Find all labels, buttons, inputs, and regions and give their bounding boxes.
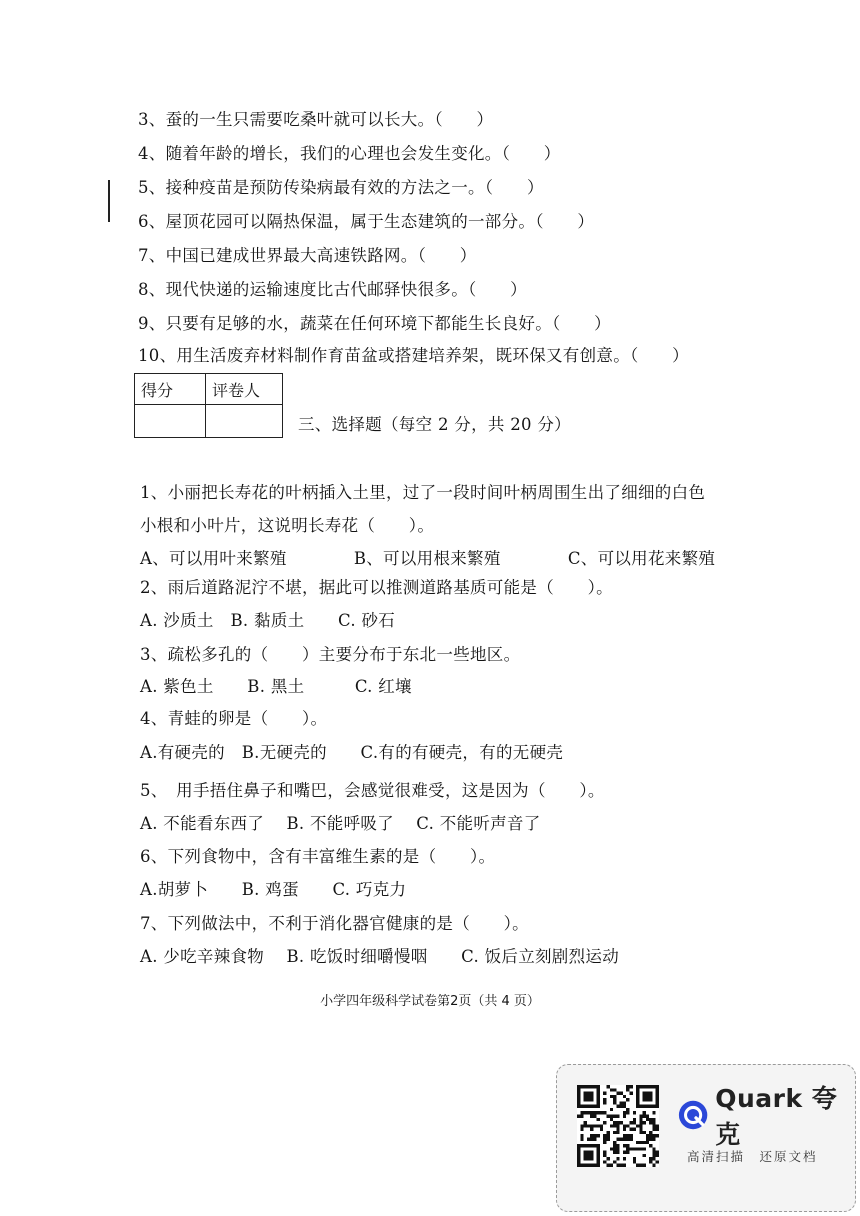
- scanner-watermark: [556, 1064, 856, 1212]
- judgment-item-6: 6、屋顶花园可以隔热保温，属于生态建筑的一部分。（ ）: [138, 212, 595, 231]
- judgment-item-5: 5、接种疫苗是预防传染病最有效的方法之一。（ ）: [138, 178, 544, 197]
- page-footer: 小学四年级科学试卷第2页（共 4 页）: [320, 994, 540, 1009]
- choice-line: A.胡萝卜 B. 鸡蛋 C. 巧克力: [140, 880, 407, 899]
- quark-logo-icon: [677, 1098, 709, 1132]
- choice-line: 5、 用手捂住鼻子和嘴巴，会感觉很难受，这是因为（ ）。: [140, 781, 605, 800]
- judgment-item-7: 7、中国已建成世界最大高速铁路网。（ ）: [138, 246, 477, 265]
- margin-mark: [108, 180, 110, 222]
- judgment-item-4: 4、随着年龄的增长，我们的心理也会发生变化。（ ）: [138, 144, 561, 163]
- choice-line: A. 沙质土 B. 黏质土 C. 砂石: [140, 611, 396, 630]
- quark-logo: [677, 1084, 855, 1149]
- choice-line: A.有硬壳的 B.无硬壳的 C.有的有硬壳，有的无硬壳: [140, 743, 564, 762]
- choice-line: 1、小丽把长寿花的叶柄插入土里，过了一段时间叶柄周围生出了细细的白色: [140, 483, 706, 502]
- choice-line: 2、雨后道路泥泞不堪，据此可以推测道路基质可能是（ ）。: [140, 578, 613, 597]
- grader-cell: [206, 405, 283, 438]
- score-label: 得分: [135, 374, 206, 405]
- choice-line: A. 少吃辛辣食物 B. 吃饭时细嚼慢咽 C. 饭后立刻剧烈运动: [140, 947, 619, 966]
- choice-line: 4、青蛙的卵是（ ）。: [140, 709, 328, 728]
- choice-line: 3、疏松多孔的（ ）主要分布于东北一些地区。: [140, 645, 521, 664]
- judgment-item-8: 8、现代快递的运输速度比古代邮驿快很多。（ ）: [138, 280, 527, 299]
- qr-code-icon: [577, 1085, 659, 1167]
- watermark-slogan: 高清扫描 还原文档: [687, 1149, 818, 1164]
- judgment-item-10: 10、用生活废弃材料制作育苗盆或搭建培养架，既环保又有创意。（ ）: [138, 346, 689, 365]
- choice-line: A、可以用叶来繁殖 B、可以用根来繁殖 C、可以用花来繁殖: [140, 549, 716, 568]
- choice-line: 6、下列食物中，含有丰富维生素的是（ ）。: [140, 847, 496, 866]
- grader-label: 评卷人: [206, 374, 283, 405]
- choice-line: A. 不能看东西了 B. 不能呼吸了 C. 不能听声音了: [140, 814, 541, 833]
- choice-line: A. 紫色土 B. 黑土 C. 红壤: [140, 677, 412, 696]
- choice-line: 小根和小叶片，这说明长寿花（ ）。: [140, 516, 435, 535]
- quark-brand: Quark 夸克: [715, 1084, 838, 1149]
- section-title: 三、选择题（每空 2 分，共 20 分）: [298, 415, 571, 434]
- judgment-item-3: 3、蚕的一生只需要吃桑叶就可以长大。（ ）: [138, 110, 494, 129]
- choice-line: 7、下列做法中，不利于消化器官健康的是（ ）。: [140, 914, 529, 933]
- judgment-item-9: 9、只要有足够的水，蔬菜在任何环境下都能生长良好。（ ）: [138, 314, 611, 333]
- score-box: [134, 373, 283, 438]
- score-cell: [135, 405, 206, 438]
